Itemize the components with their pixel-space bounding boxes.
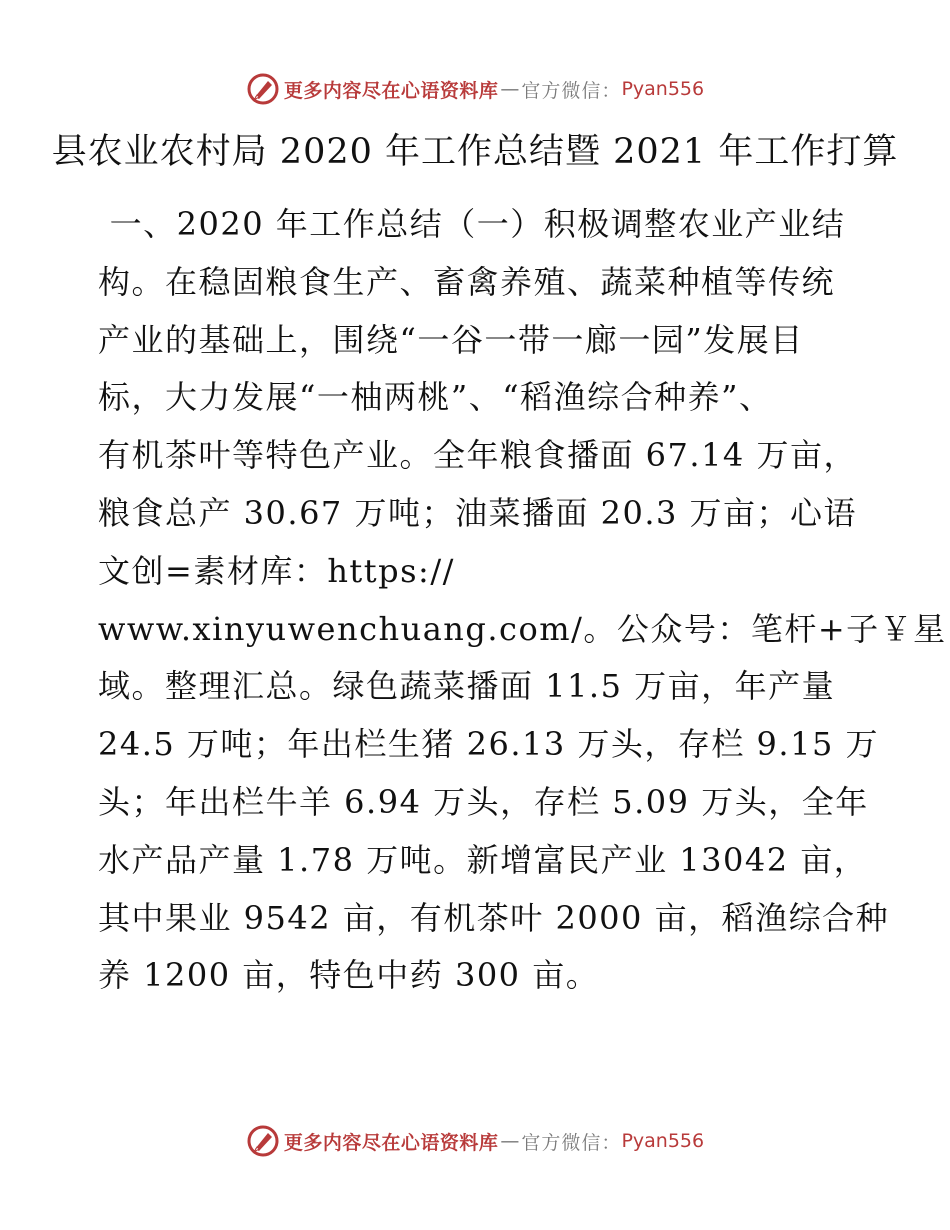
body-line: 其中果业 9542 亩，有机茶叶 2000 亩，稻渔综合种 — [98, 898, 890, 937]
body-line: 粮食总产 30.67 万吨；油菜播面 20.3 万亩；心语 — [98, 493, 858, 532]
body-line: www.xinyuwenchuang.com/。公众号：笔杆+子￥星 — [98, 609, 947, 648]
header-banner — [0, 72, 950, 106]
body-line: 24.5 万吨；年出栏生猪 26.13 万头，存栏 9.15 万 — [98, 725, 879, 764]
banner-separator: — — [500, 1130, 520, 1152]
banner-site-text: 更多内容尽在心语资料库 — [283, 79, 499, 102]
body-line: 养 1200 亩，特色中药 300 亩。 — [98, 956, 600, 995]
banner-wechat-id: Pyan556 — [621, 1130, 705, 1152]
document-body — [98, 196, 947, 1005]
body-line: 水产品产量 1.78 万吨。新增富民产业 13042 亩， — [98, 840, 868, 879]
banner-site-text: 更多内容尽在心语资料库 — [283, 1131, 499, 1154]
banner-wechat-label: 官方微信： — [521, 1131, 622, 1154]
document-title: 县农业农村局 2020 年工作总结暨 2021 年工作打算 — [51, 132, 899, 172]
body-line: 文创=素材库：https:// — [98, 551, 455, 590]
body-line: 有机茶叶等特色产业。全年粮食播面 67.14 万亩， — [98, 436, 857, 475]
pen-nib-icon — [246, 72, 280, 106]
body-line: 产业的基础上，围绕“一谷一带一廊一园”发展目 — [98, 320, 804, 359]
banner-separator: — — [500, 78, 520, 100]
footer-banner — [0, 1124, 950, 1158]
pen-nib-icon — [246, 1124, 280, 1158]
banner-wechat-label: 官方微信： — [521, 79, 622, 102]
body-line: 一、2020 年工作总结（一）积极调整农业产业结 — [98, 205, 846, 243]
body-line: 标，大力发展“一柚两桃”、“稻渔综合种养”、 — [98, 378, 773, 417]
banner-wechat-id: Pyan556 — [621, 78, 705, 100]
body-line: 构。在稳固粮食生产、畜禽养殖、蔬菜种植等传统 — [98, 262, 836, 301]
body-line: 域。整理汇总。绿色蔬菜播面 11.5 万亩，年产量 — [98, 667, 836, 706]
body-line: 头；年出栏牛羊 6.94 万头，存栏 5.09 万头，全年 — [98, 782, 869, 821]
